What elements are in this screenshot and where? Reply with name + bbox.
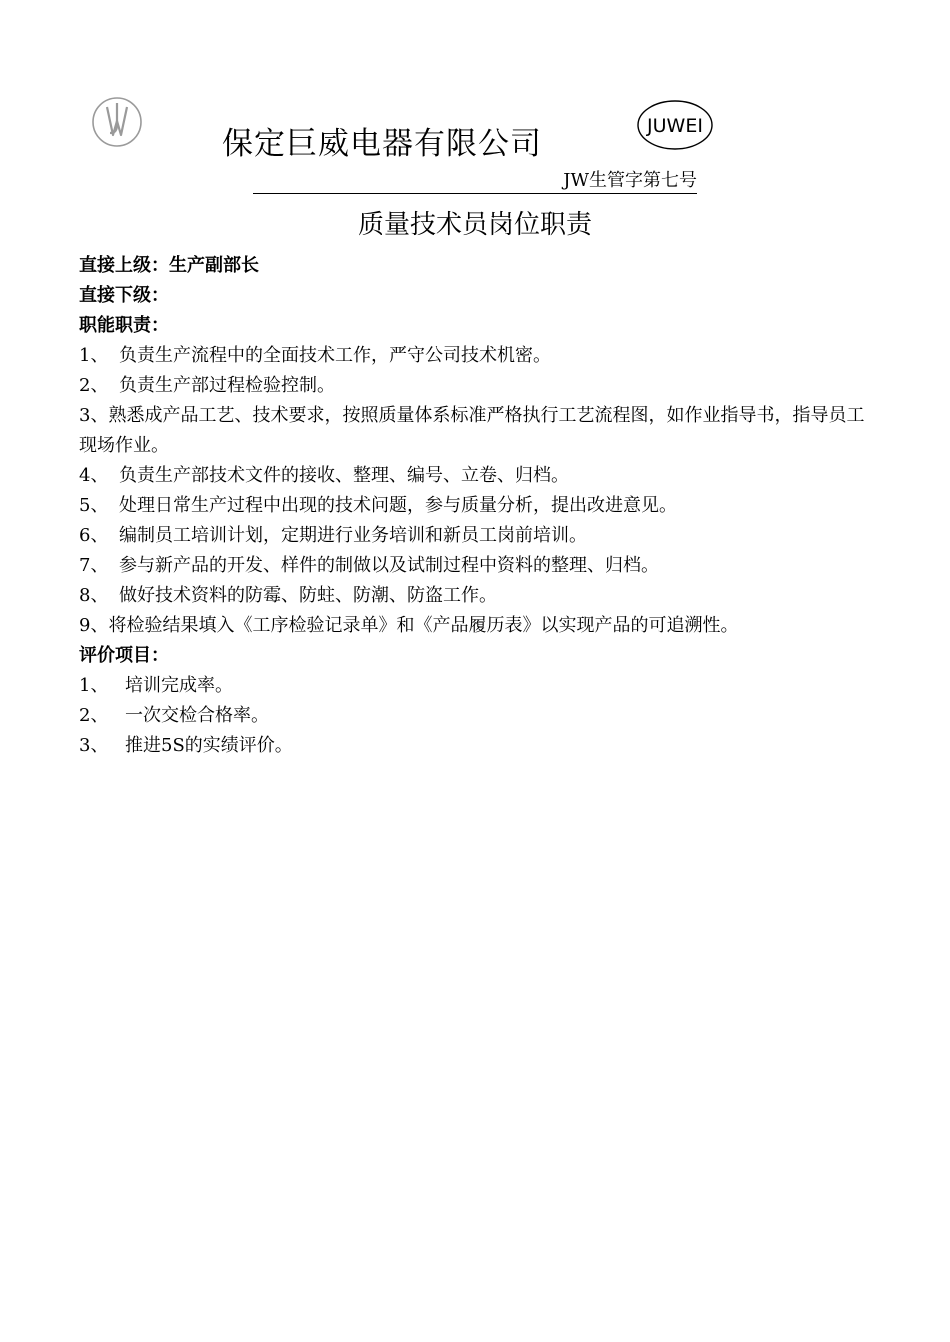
juwei-logo-text: JUWEI: [647, 115, 703, 137]
page-title: 质量技术员岗位职责: [357, 210, 592, 240]
evaluation-item: 1、 培训完成率。: [79, 675, 233, 696]
evaluation-item: 3、 推进5S的实绩评价。: [79, 735, 293, 756]
document-number: JW生管字第七号: [253, 169, 697, 194]
duty-item: 1、 负责生产流程中的全面技术工作，严守公司技术机密。: [79, 345, 551, 366]
subordinate-line: 直接下级：: [79, 285, 169, 306]
duty-item: 2、 负责生产部过程检验控制。: [79, 375, 335, 396]
evaluation-item: 2、 一次交检合格率。: [79, 705, 269, 726]
juwei-logo: [636, 99, 714, 151]
duty-item: 5、 处理日常生产过程中出现的技术问题，参与质量分析，提出改进意见。: [79, 495, 677, 516]
duty-item: 4、 负责生产部技术文件的接收、整理、编号、立卷、归档。: [79, 465, 569, 486]
evaluation-heading: 评价项目：: [79, 645, 169, 666]
duties-heading: 职能职责：: [79, 315, 169, 336]
duty-item: 3、熟悉成产品工艺、技术要求，按照质量体系标准严格执行工艺流程图，如作业指导书，指导员工现场作业。: [79, 405, 865, 456]
duty-item: 9、将检验结果填入《工序检验记录单》和《产品履历表》以实现产品的可追溯性。: [79, 615, 739, 636]
company-name: 保定巨威电器有限公司: [222, 126, 542, 162]
duty-item: 6、 编制员工培训计划，定期进行业务培训和新员工岗前培训。: [79, 525, 587, 546]
duty-item: 8、 做好技术资料的防霉、防蛀、防潮、防盗工作。: [79, 585, 497, 606]
superior-line: 直接上级：生产副部长: [79, 255, 259, 276]
document-body: [79, 251, 879, 761]
company-logo-jw-icon: [90, 95, 144, 149]
duty-item: 7、 参与新产品的开发、样件的制做以及试制过程中资料的整理、归档。: [79, 555, 659, 576]
